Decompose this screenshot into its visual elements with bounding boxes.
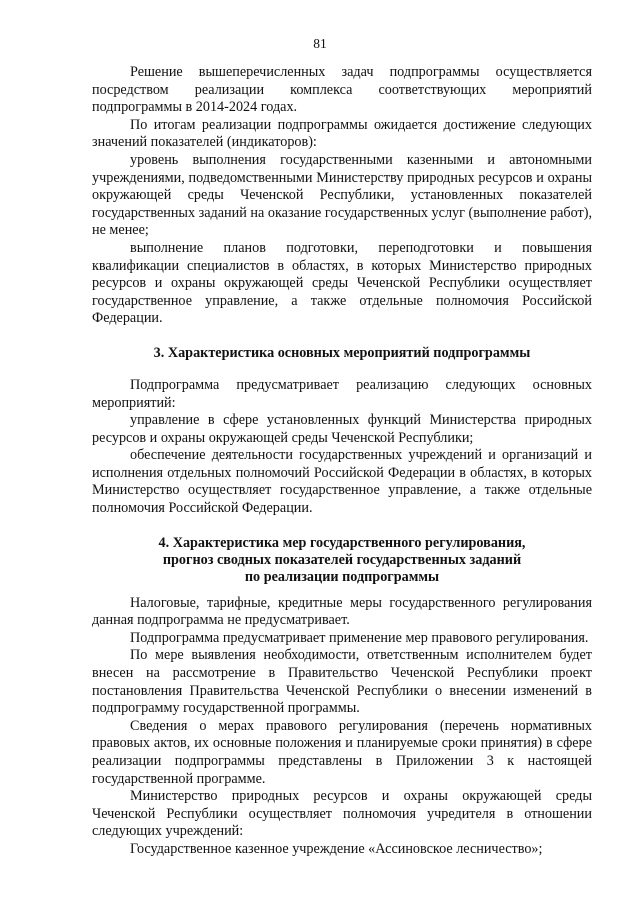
section-4-heading-line: по реализации подпрограммы <box>244 568 440 585</box>
body-paragraph: обеспечение деятельности государственных учреждений и организаций и исполнения отдельных полномочий Российской Федерации в областях, в которых Министерство осуществляет государственное управление, а также отдельные полномочия Российской Федерации. <box>92 447 592 517</box>
body-paragraph: уровень выполнения государственными казенными и автономными учреждениями, подведомственными Министерству природных ресурсов и охраны окружающей среды Чеченской Республики, установленных показателей государственных заданий на оказание государственных услуг (выполнение работ), не менее; <box>92 151 592 239</box>
body-paragraph: Подпрограмма предусматривает применение мер правового регулирования. <box>130 629 589 646</box>
body-paragraph: Сведения о мерах правового регулирования (перечень нормативных правовых актов, их основные положения и планируемые сроки принятия) в сфере реализации подпрограммы представлены в Приложении 3 к настоящей государственной программе. <box>92 717 592 787</box>
body-paragraph: Налоговые, тарифные, кредитные меры государственного регулирования данная подпрограмма не предусматривает. <box>92 594 592 629</box>
section-3-heading: 3. Характеристика основных мероприятий подпрограммы <box>153 344 531 361</box>
body-paragraph: Подпрограмма предусматривает реализацию следующих основных мероприятий: <box>92 376 592 411</box>
body-paragraph: управление в сфере установленных функций Министерства природных ресурсов и охраны окружающей среды Чеченской Республики; <box>92 412 592 446</box>
page-number: 81 <box>313 36 327 51</box>
body-paragraph: Решение вышеперечисленных задач подпрограммы осуществляется посредством реализации комплекса соответствующих мероприятий подпрограммы в 2014-2024 годах. <box>92 64 592 116</box>
body-paragraph: Министерство природных ресурсов и охраны окружающей среды Чеченской Республики осуществляет полномочия учредителя в отношении следующих учреждений: <box>92 788 592 840</box>
body-paragraph: выполнение планов подготовки, переподготовки и повышения квалификации специалистов в областях, в которых Министерство природных ресурсов и охраны окружающей среды Чеченской Республики осуществляет государственное управление, а также отдельные полномочия Российской Федерации. <box>92 239 592 327</box>
section-4-heading-line: прогноз сводных показателей государственных заданий <box>162 551 522 568</box>
body-paragraph: Государственное казенное учреждение «Ассиновское лесничество»; <box>130 840 543 857</box>
page-body <box>92 64 592 859</box>
body-paragraph: По мере выявления необходимости, ответственным исполнителем будет внесен на рассмотрение в Правительство Чеченской Республики проект постановления Правительства Чеченской Республики о внесении изменений в подпрограмму государственной программы. <box>92 647 592 717</box>
body-paragraph: По итогам реализации подпрограммы ожидается достижение следующих значений показателей (индикаторов): <box>92 116 592 151</box>
section-4-heading <box>92 535 592 586</box>
section-4-heading-line: 4. Характеристика мер государственного регулирования, <box>158 534 526 551</box>
